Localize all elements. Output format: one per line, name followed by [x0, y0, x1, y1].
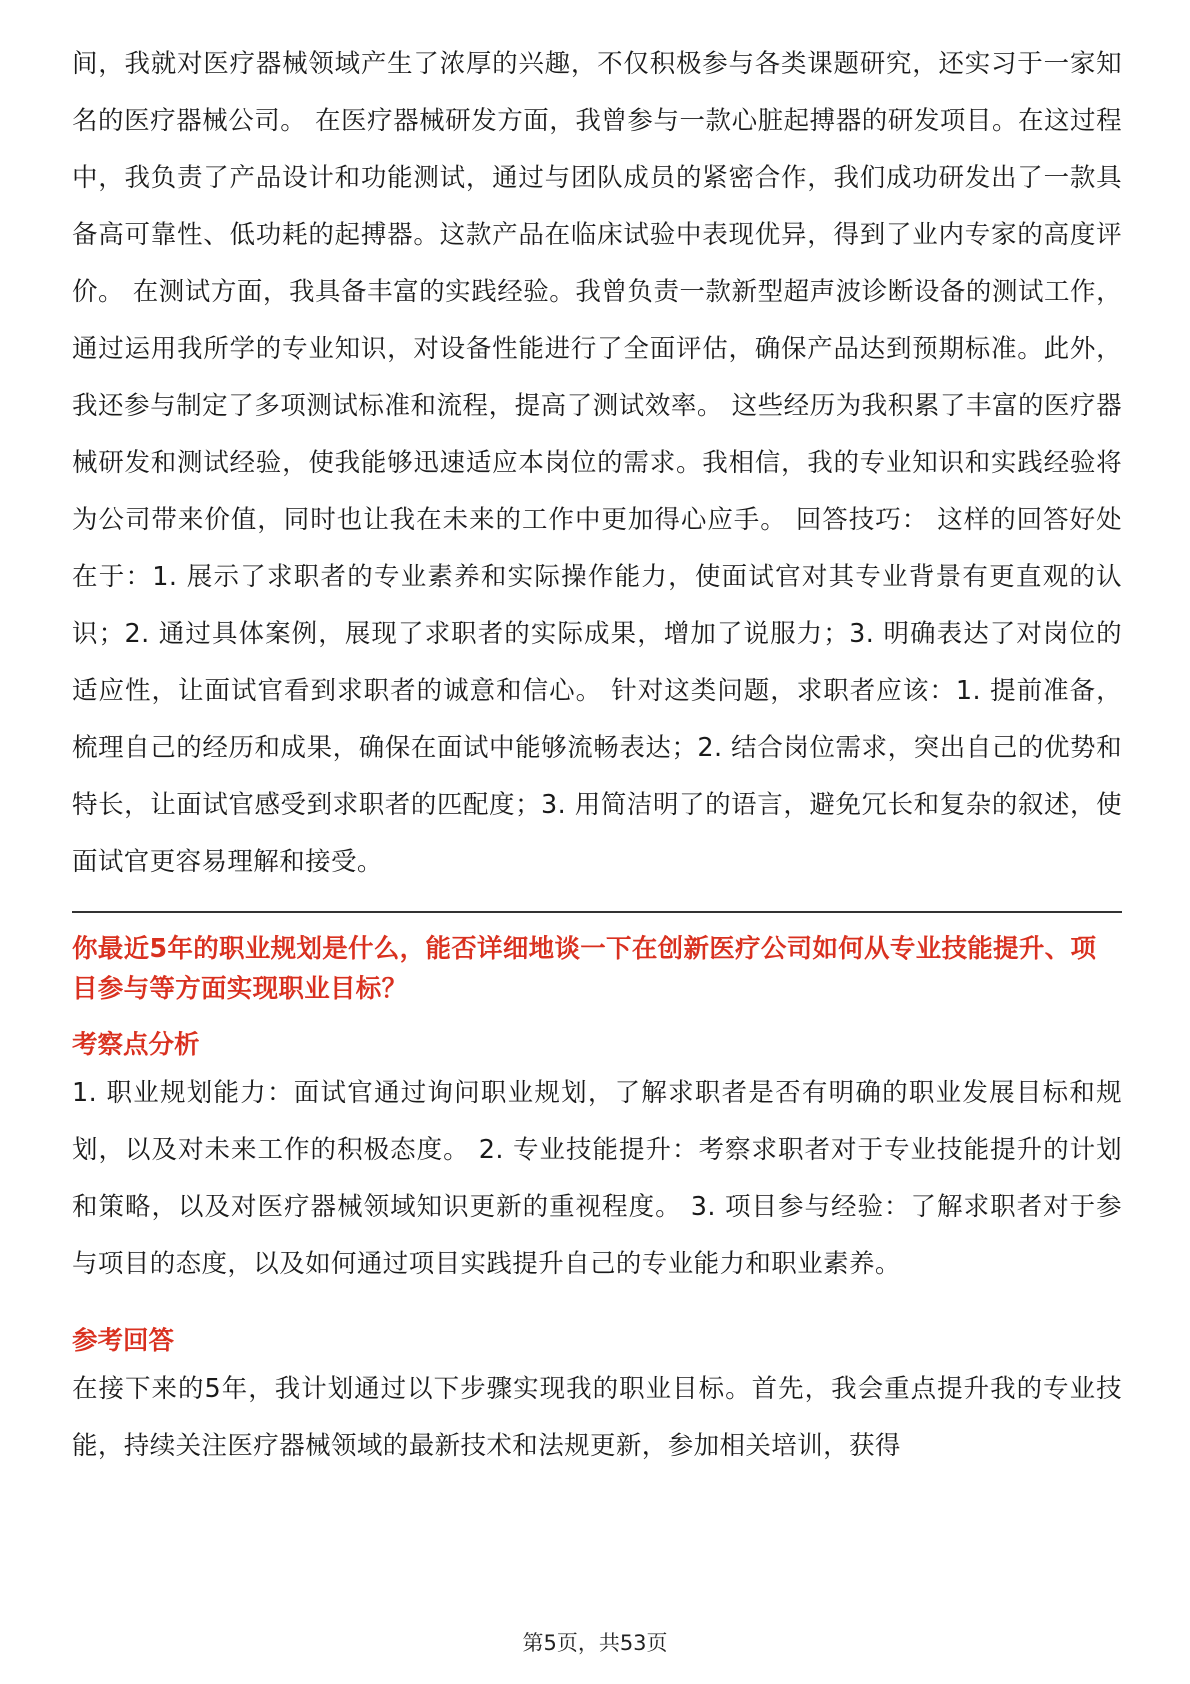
- reference-answer-heading: 参考回答: [72, 1326, 175, 1356]
- section-divider: [72, 911, 1122, 913]
- analysis-heading: 考察点分析: [72, 1030, 200, 1060]
- reference-answer-paragraph: 在接下来的5年，我计划通过以下步骤实现我的职业目标。首先，我会重点提升我的专业技能，持续关注医疗器械领域的最新技术和法规更新，参加相关培训，获得: [72, 1374, 1122, 1461]
- page-number-footer: 第5页，共53页: [522, 1631, 668, 1655]
- answer-continuation-paragraph: 间，我就对医疗器械领域产生了浓厚的兴趣，不仅积极参与各类课题研究，还实习于一家知名的医疗器械公司。 在医疗器械研发方面，我曾参与一款心脏起搏器的研发项目。在这过程中，我负责了产品设计和功能测试，通过与团队成员的紧密合作，我们成功研发出了一款具备高可靠性、低功耗的起搏器。这款产品在临床试验中表现优异，得到了业内专家的高度评价。 在测试方面，我具备丰富的实践经验。我曾负责一款新型超声波诊断设备的测试工作，通过运用我所学的专业知识，对设备性能进行了全面评估，确保产品达到预期标准。此外，我还参与制定了多项测试标准和流程，提高了测试效率。 这些经历为我积累了丰富的医疗器械研发和测试经验，使我能够迅速适应本岗位的需求。我相信，我的专业知识和实践经验将为公司带来价值，同时也让我在未来的工作中更加得心应手。 回答技巧： 这样的回答好处在于：1. 展示了求职者的专业素养和实际操作能力，使面试官对其专业背景有更直观的认识；2. 通过具体案例，展现了求职者的实际成果，增加了说服力；3. 明确表达了对岗位的适应性，让面试官看到求职者的诚意和信心。 针对这类问题，求职者应该：1. 提前准备，梳理自己的经历和成果，确保在面试中能够流畅表达；2. 结合岗位需求，突出自己的优势和特长，让面试官感受到求职者的匹配度；3. 用简洁明了的语言，避免冗长和复杂的叙述，使面试官更容易理解和接受。: [72, 49, 1122, 877]
- question-heading: 你最近5年的职业规划是什么，能否详细地谈一下在创新医疗公司如何从专业技能提升、项目参与等方面实现职业目标？: [72, 934, 1097, 1004]
- document-page: [72, 36, 1122, 1475]
- analysis-paragraph: 1. 职业规划能力：面试官通过询问职业规划，了解求职者是否有明确的职业发展目标和规划，以及对未来工作的积极态度。 2. 专业技能提升：考察求职者对于专业技能提升的计划和策略，以及对医疗器械领域知识更新的重视程度。 3. 项目参与经验：了解求职者对于参与项目的态度，以及如何通过项目实践提升自己的专业能力和职业素养。: [72, 1078, 1122, 1279]
